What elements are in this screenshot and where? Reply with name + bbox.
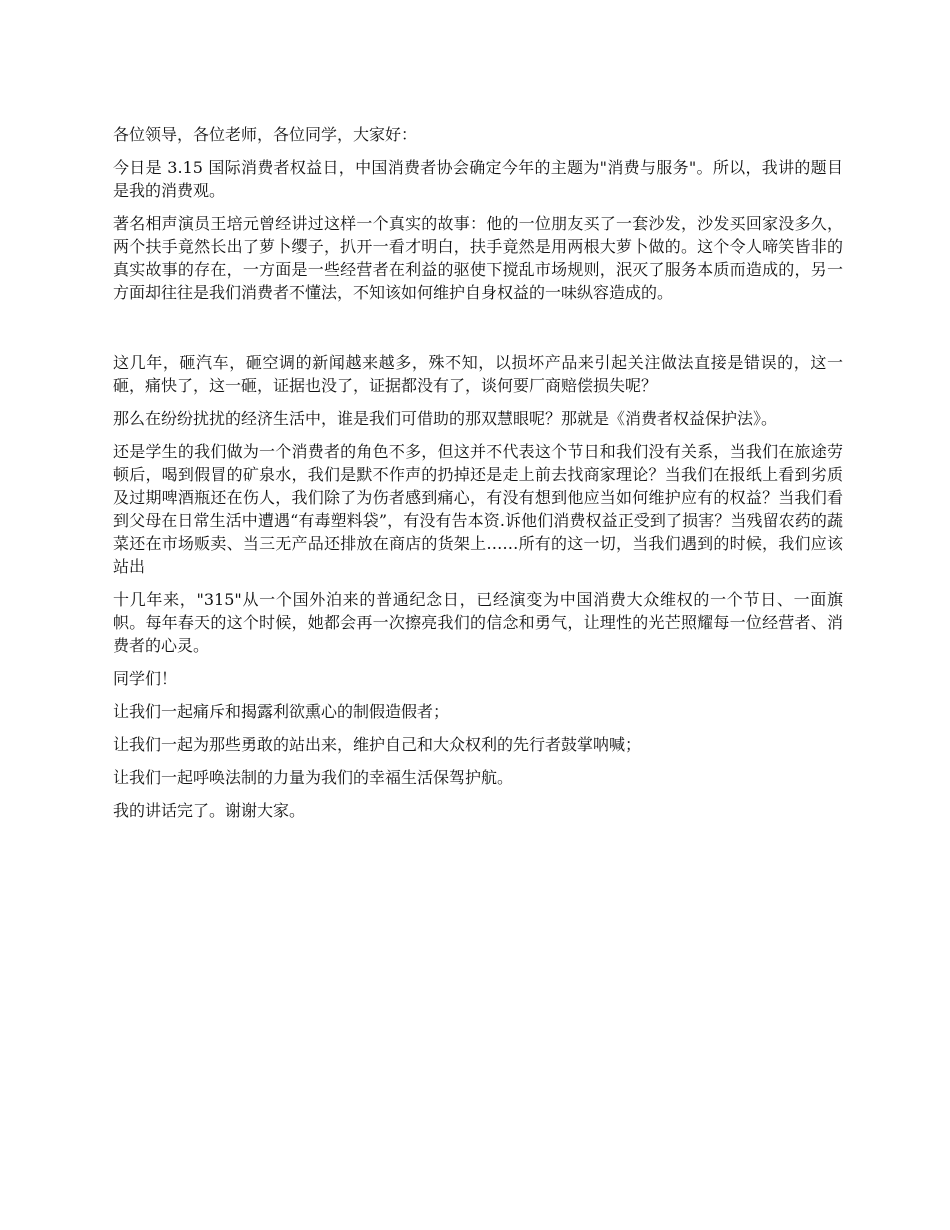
law-paragraph: 那么在纷纷扰扰的经济生活中，谁是我们可借助的那双慧眼呢？那就是《消费者权益保护法》。 [113, 409, 778, 428]
closing-paragraph: 我的讲话完了。谢谢大家。 [113, 801, 306, 820]
story-paragraph: 著名相声演员王培元曾经讲过这样一个真实的故事：他的一位朋友买了一套沙发，沙发买回家没多久，两个扶手竟然长出了萝卜缨子，扒开一看才明白，扶手竟然是用两根大萝卜做的。这个令人啼笑皆非的真实故事的存在，一方面是一些经营者在利益的驱使下搅乱市场规则，泯灭了服务本质而造成的，另一方面却往往是我们消费者不懂法，不知该如何维护自身权益的一味纵容造成的。 [113, 214, 843, 302]
document-body [113, 123, 843, 832]
call-paragraph-2: 让我们一起为那些勇敢的站出来，维护自己和大众权利的先行者鼓掌呐喊； [113, 735, 642, 754]
call-paragraph-3: 让我们一起呼唤法制的力量为我们的幸福生活保驾护航。 [113, 768, 514, 787]
intro-paragraph: 今日是 3.15 国际消费者权益日，中国消费者协会确定今年的主题为"消费与服务"。所以，我讲的题目是我的消费观。 [113, 158, 843, 200]
paragraph-gap [113, 314, 843, 351]
smashing-paragraph: 这几年，砸汽车，砸空调的新闻越来越多，殊不知，以损坏产品来引起关注做法直接是错误的，这一砸，痛快了，这一砸，证据也没了，证据都没有了，谈何要厂商赔偿损失呢？ [113, 353, 843, 395]
history-paragraph: 十几年来，"315"从一个国外泊来的普通纪念日，已经演变为中国消费大众维权的一个节日、一面旗帜。每年春天的这个时候，她都会再一次擦亮我们的信念和勇气，让理性的光芒照耀每一位经营者、消费者的心灵。 [113, 590, 843, 655]
student-paragraph: 还是学生的我们做为一个消费者的角色不多，但这并不代表这个节日和我们没有关系，当我们在旅途劳顿后，喝到假冒的矿泉水，我们是默不作声的扔掉还是走上前去找商家理论？当我们在报纸上看到劣质及过期啤酒瓶还在伤人，我们除了为伤者感到痛心，有没有想到他应当如何维护应有的权益？当我们看到父母在日常生活中遭遇“有毒塑料袋”，有没有告本资.诉他们消费权益正受到了损害？当残留农药的蔬菜还在市场贩卖、当三无产品还排放在商店的货架上……所有的这一切，当我们遇到的时候，我们应该站出 [113, 442, 843, 576]
greeting-paragraph: 各位领导，各位老师，各位同学，大家好： [113, 125, 418, 144]
classmates-paragraph: 同学们！ [113, 669, 178, 688]
call-paragraph-1: 让我们一起痛斥和揭露利欲熏心的制假造假者； [113, 702, 450, 721]
